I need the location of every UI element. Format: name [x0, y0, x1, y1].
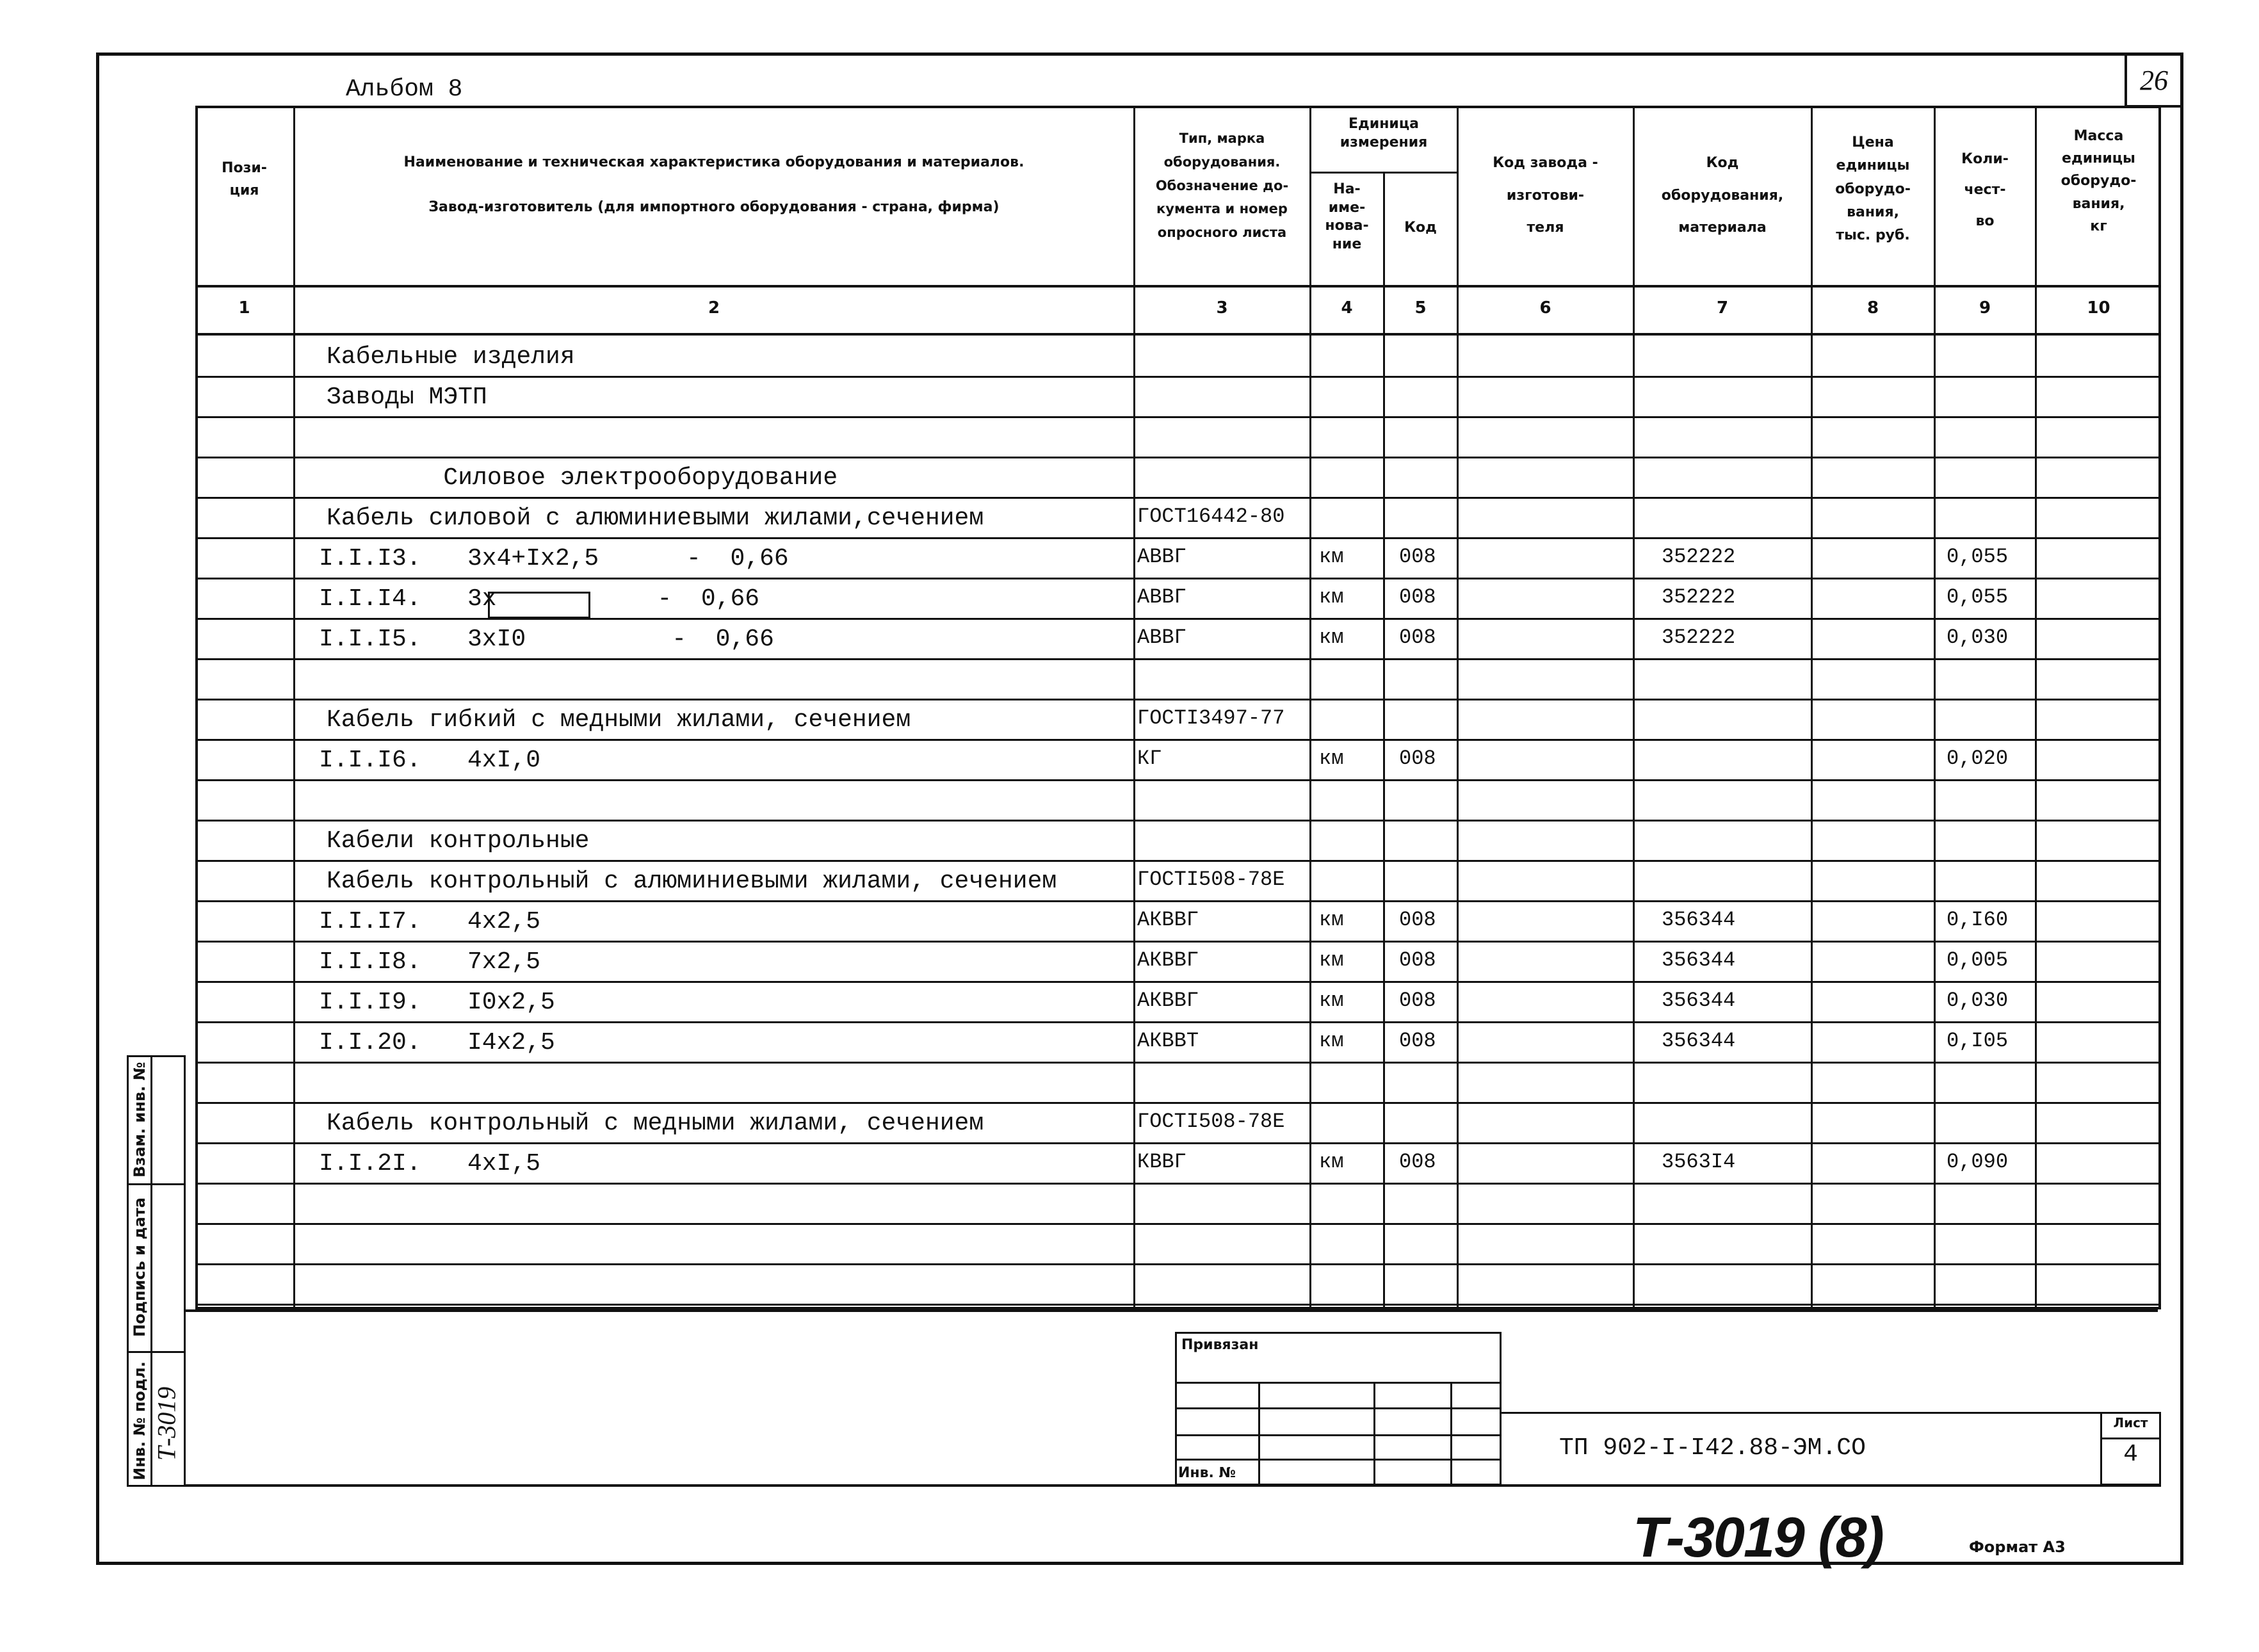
cell-name: Силовое электрооборудование [327, 464, 838, 492]
cell-pos: I.I.I8. [319, 948, 421, 976]
cell-code: 008 [1399, 585, 1436, 609]
cell-mat: 352222 [1662, 626, 1736, 649]
stamp-bottom-line [186, 1484, 2161, 1487]
cell-type: АВВГ [1137, 545, 1186, 569]
col-line-6 [1633, 106, 1635, 1309]
col-line-9 [2035, 106, 2037, 1309]
col-line-1 [293, 106, 295, 1309]
row-line [195, 900, 2161, 902]
stamp-top-line [186, 1309, 2158, 1312]
colnum-bottom-line [195, 333, 2161, 336]
cell-mat: 356344 [1662, 989, 1736, 1012]
list-number: 4 [2123, 1441, 2138, 1468]
privyazan-line-2 [1175, 1407, 1502, 1409]
row-line [195, 860, 2161, 862]
cell-unit: км [1319, 545, 1344, 569]
cell-name: Заводы МЭТП [327, 384, 487, 411]
doc-code: ТП 902-I-I42.88-ЭМ.СО [1559, 1434, 1866, 1462]
privyazan-vline-1 [1258, 1382, 1260, 1486]
row-line [195, 578, 2161, 579]
cell-code: 008 [1399, 626, 1436, 649]
colnum-5: 5 [1414, 298, 1427, 318]
cell-pos: I.I.I3. [319, 545, 421, 572]
header-col4: На- име- нова- ние [1325, 181, 1369, 252]
header-col5: Код [1404, 220, 1437, 236]
sidebar-line-2 [127, 1351, 186, 1353]
header-col7: Код оборудования, материала [1661, 155, 1784, 236]
row-line [195, 1021, 2161, 1023]
colnum-8: 8 [1866, 298, 1879, 318]
cell-type: АКВВТ [1137, 1029, 1199, 1053]
cell-code: 008 [1399, 1150, 1436, 1174]
cell-pos: I.I.I7. [319, 908, 421, 935]
cell-type: ГОСТ16442-80 [1137, 505, 1285, 528]
cell-qty: 0,005 [1947, 948, 2009, 972]
row-line [195, 981, 2161, 983]
colnum-1: 1 [238, 298, 250, 318]
format-label: Формат А3 [1969, 1538, 2066, 1556]
row-line [195, 457, 2161, 458]
row-line [195, 1263, 2161, 1265]
cell-unit: км [1319, 989, 1344, 1012]
cell-mat: 352222 [1662, 585, 1736, 609]
cell-code: 008 [1399, 1029, 1436, 1053]
row-line [195, 658, 2161, 660]
cell-mat: 356344 [1662, 908, 1736, 932]
sidebar-inv-no-podl: Инв. № подл. [131, 1361, 149, 1480]
header-col45-group: Единица измерения [1340, 116, 1428, 150]
colnum-10: 10 [2087, 298, 2110, 318]
row-line [195, 1102, 2161, 1104]
cell-qty: 0,020 [1947, 747, 2009, 770]
list-label: Лист [2113, 1415, 2148, 1430]
row-line [195, 376, 2161, 378]
cell-code: 008 [1399, 948, 1436, 972]
list-box-divider [2100, 1437, 2161, 1439]
cell-name: 4хI,0 [467, 747, 541, 774]
row-line [195, 739, 2161, 741]
row-line [195, 1304, 2161, 1306]
sidebar-podpis: Подпись и дата [131, 1197, 149, 1337]
cell-mat: 352222 [1662, 545, 1736, 569]
cell-mat: 3563I4 [1662, 1150, 1736, 1174]
cell-qty: 0,030 [1947, 989, 2009, 1012]
cell-code: 008 [1399, 989, 1436, 1012]
cell-unit: км [1319, 626, 1344, 649]
col-line-7 [1811, 106, 1813, 1309]
sidebar-vzam: Взам. инв. № [131, 1062, 149, 1178]
privyazan-vline-3 [1450, 1382, 1452, 1486]
corner-number: 26 [2140, 65, 2168, 96]
cell-name: 4хI,5 [467, 1150, 541, 1178]
bottom-stamp: Т-3019 (8) [1633, 1505, 1883, 1569]
privyazan-line-3 [1175, 1434, 1502, 1436]
header-bottom-line [195, 285, 2161, 287]
cell-unit: км [1319, 747, 1344, 770]
row-line [195, 779, 2161, 781]
cell-name: 3хI0 - 0,66 [467, 626, 774, 653]
cell-mat: 356344 [1662, 1029, 1736, 1053]
cell-type: ГОСТI508-78Е [1137, 868, 1285, 891]
cell-unit: км [1319, 1029, 1344, 1053]
privyazan-line-1 [1175, 1382, 1502, 1384]
cell-mat: 356344 [1662, 948, 1736, 972]
col-line-3 [1309, 106, 1311, 1309]
cell-type: ГОСТI3497-77 [1137, 706, 1285, 730]
header-col9: Коли- чест- во [1961, 151, 2009, 229]
row-line [195, 497, 2161, 499]
header-col1: Пози- ция [222, 160, 267, 199]
cell-code: 008 [1399, 908, 1436, 932]
cell-code: 008 [1399, 545, 1436, 569]
row-line [195, 537, 2161, 539]
colnum-9: 9 [1979, 298, 1991, 318]
cell-type: АКВВГ [1137, 948, 1199, 972]
cell-pos: I.I.I4. [319, 585, 421, 613]
cell-type: КГ [1137, 747, 1162, 770]
header-col3: Тип, марка оборудования. Обозначение до- кумента и номер опросного листа [1155, 131, 1289, 240]
row-line [195, 1062, 2161, 1064]
doc-strip-top [1502, 1412, 2161, 1414]
cell-name: Кабель контрольный с алюминиевыми жилами, сечением [327, 868, 1057, 895]
cell-type: КВВГ [1137, 1150, 1186, 1174]
cell-name: I0х2,5 [467, 989, 555, 1016]
inv-no-label: Инв. № [1178, 1465, 1236, 1481]
cell-qty: 0,030 [1947, 626, 2009, 649]
col-line-8 [1934, 106, 1936, 1309]
cell-qty: 0,055 [1947, 545, 2009, 569]
cell-unit: км [1319, 948, 1344, 972]
cell-name: Кабели контрольные [327, 827, 590, 855]
col-line-5 [1457, 106, 1459, 1309]
colnum-2: 2 [708, 298, 720, 318]
row-line [195, 1142, 2161, 1144]
cell-pos: I.I.2I. [319, 1150, 421, 1178]
header-col8: Цена единицы оборудо- вания, тыс. руб. [1835, 134, 1911, 244]
cell-name: Кабель силовой с алюминиевыми жилами,сечением [327, 505, 984, 532]
cell-type: АВВГ [1137, 585, 1186, 609]
cell-name: Кабель гибкий с медными жилами, сечением [327, 706, 911, 734]
cell-qty: 0,055 [1947, 585, 2009, 609]
cell-name: 4х2,5 [467, 908, 541, 935]
cell-pos: I.I.I9. [319, 989, 421, 1016]
privyazan-label: Привязан [1181, 1337, 1259, 1353]
cell-pos: I.I.I6. [319, 747, 421, 774]
album-label: Альбом 8 [346, 76, 463, 103]
cell-unit: км [1319, 585, 1344, 609]
header-col10: Масса единицы оборудо- вания, кг [2061, 128, 2137, 234]
sidebar-inv-handwritten: Т-3019 [152, 1386, 181, 1461]
privyazan-vline-2 [1373, 1382, 1375, 1486]
colnum-6: 6 [1539, 298, 1551, 318]
cell-type: АКВВГ [1137, 989, 1199, 1012]
row-line [195, 699, 2161, 700]
cell-name: Кабельные изделия [327, 343, 575, 371]
cell-qty: 0,I60 [1947, 908, 2009, 932]
cell-pos: I.I.20. [319, 1029, 421, 1057]
row-line [195, 1183, 2161, 1185]
cell-type: АКВВГ [1137, 908, 1199, 932]
cell-name: I4х2,5 [467, 1029, 555, 1057]
header-col2-line2: Завод-изготовитель (для импортного оборудования - страна, фирма) [428, 199, 1000, 215]
row-line [195, 416, 2161, 418]
cell-unit: км [1319, 908, 1344, 932]
cell-code: 008 [1399, 747, 1436, 770]
blank-section-box [488, 592, 590, 619]
row-line [195, 820, 2161, 822]
privyazan-line-4 [1175, 1459, 1502, 1461]
colnum-3: 3 [1216, 298, 1228, 318]
colnum-4: 4 [1341, 298, 1353, 318]
header-col6: Код завода - изготови- теля [1493, 155, 1598, 236]
row-line [195, 941, 2161, 943]
cell-qty: 0,090 [1947, 1150, 2009, 1174]
colnum-7: 7 [1716, 298, 1729, 318]
cell-unit: км [1319, 1150, 1344, 1174]
cell-type: АВВГ [1137, 626, 1186, 649]
sidebar-line-1 [127, 1183, 186, 1185]
cell-pos: I.I.I5. [319, 626, 421, 653]
cell-type: ГОСТI508-78Е [1137, 1110, 1285, 1133]
cell-name: Кабель контрольный с медными жилами, сечением [327, 1110, 984, 1137]
row-line [195, 1223, 2161, 1225]
header-col2-line1: Наименование и техническая характеристика оборудования и материалов. [403, 154, 1024, 170]
cell-name: 7х2,5 [467, 948, 541, 976]
cell-name: 3х4+Iх2,5 - 0,66 [467, 545, 789, 572]
cell-name: 3х - 0,66 [467, 585, 760, 613]
col-line-2 [1133, 106, 1135, 1309]
cell-qty: 0,I05 [1947, 1029, 2009, 1053]
